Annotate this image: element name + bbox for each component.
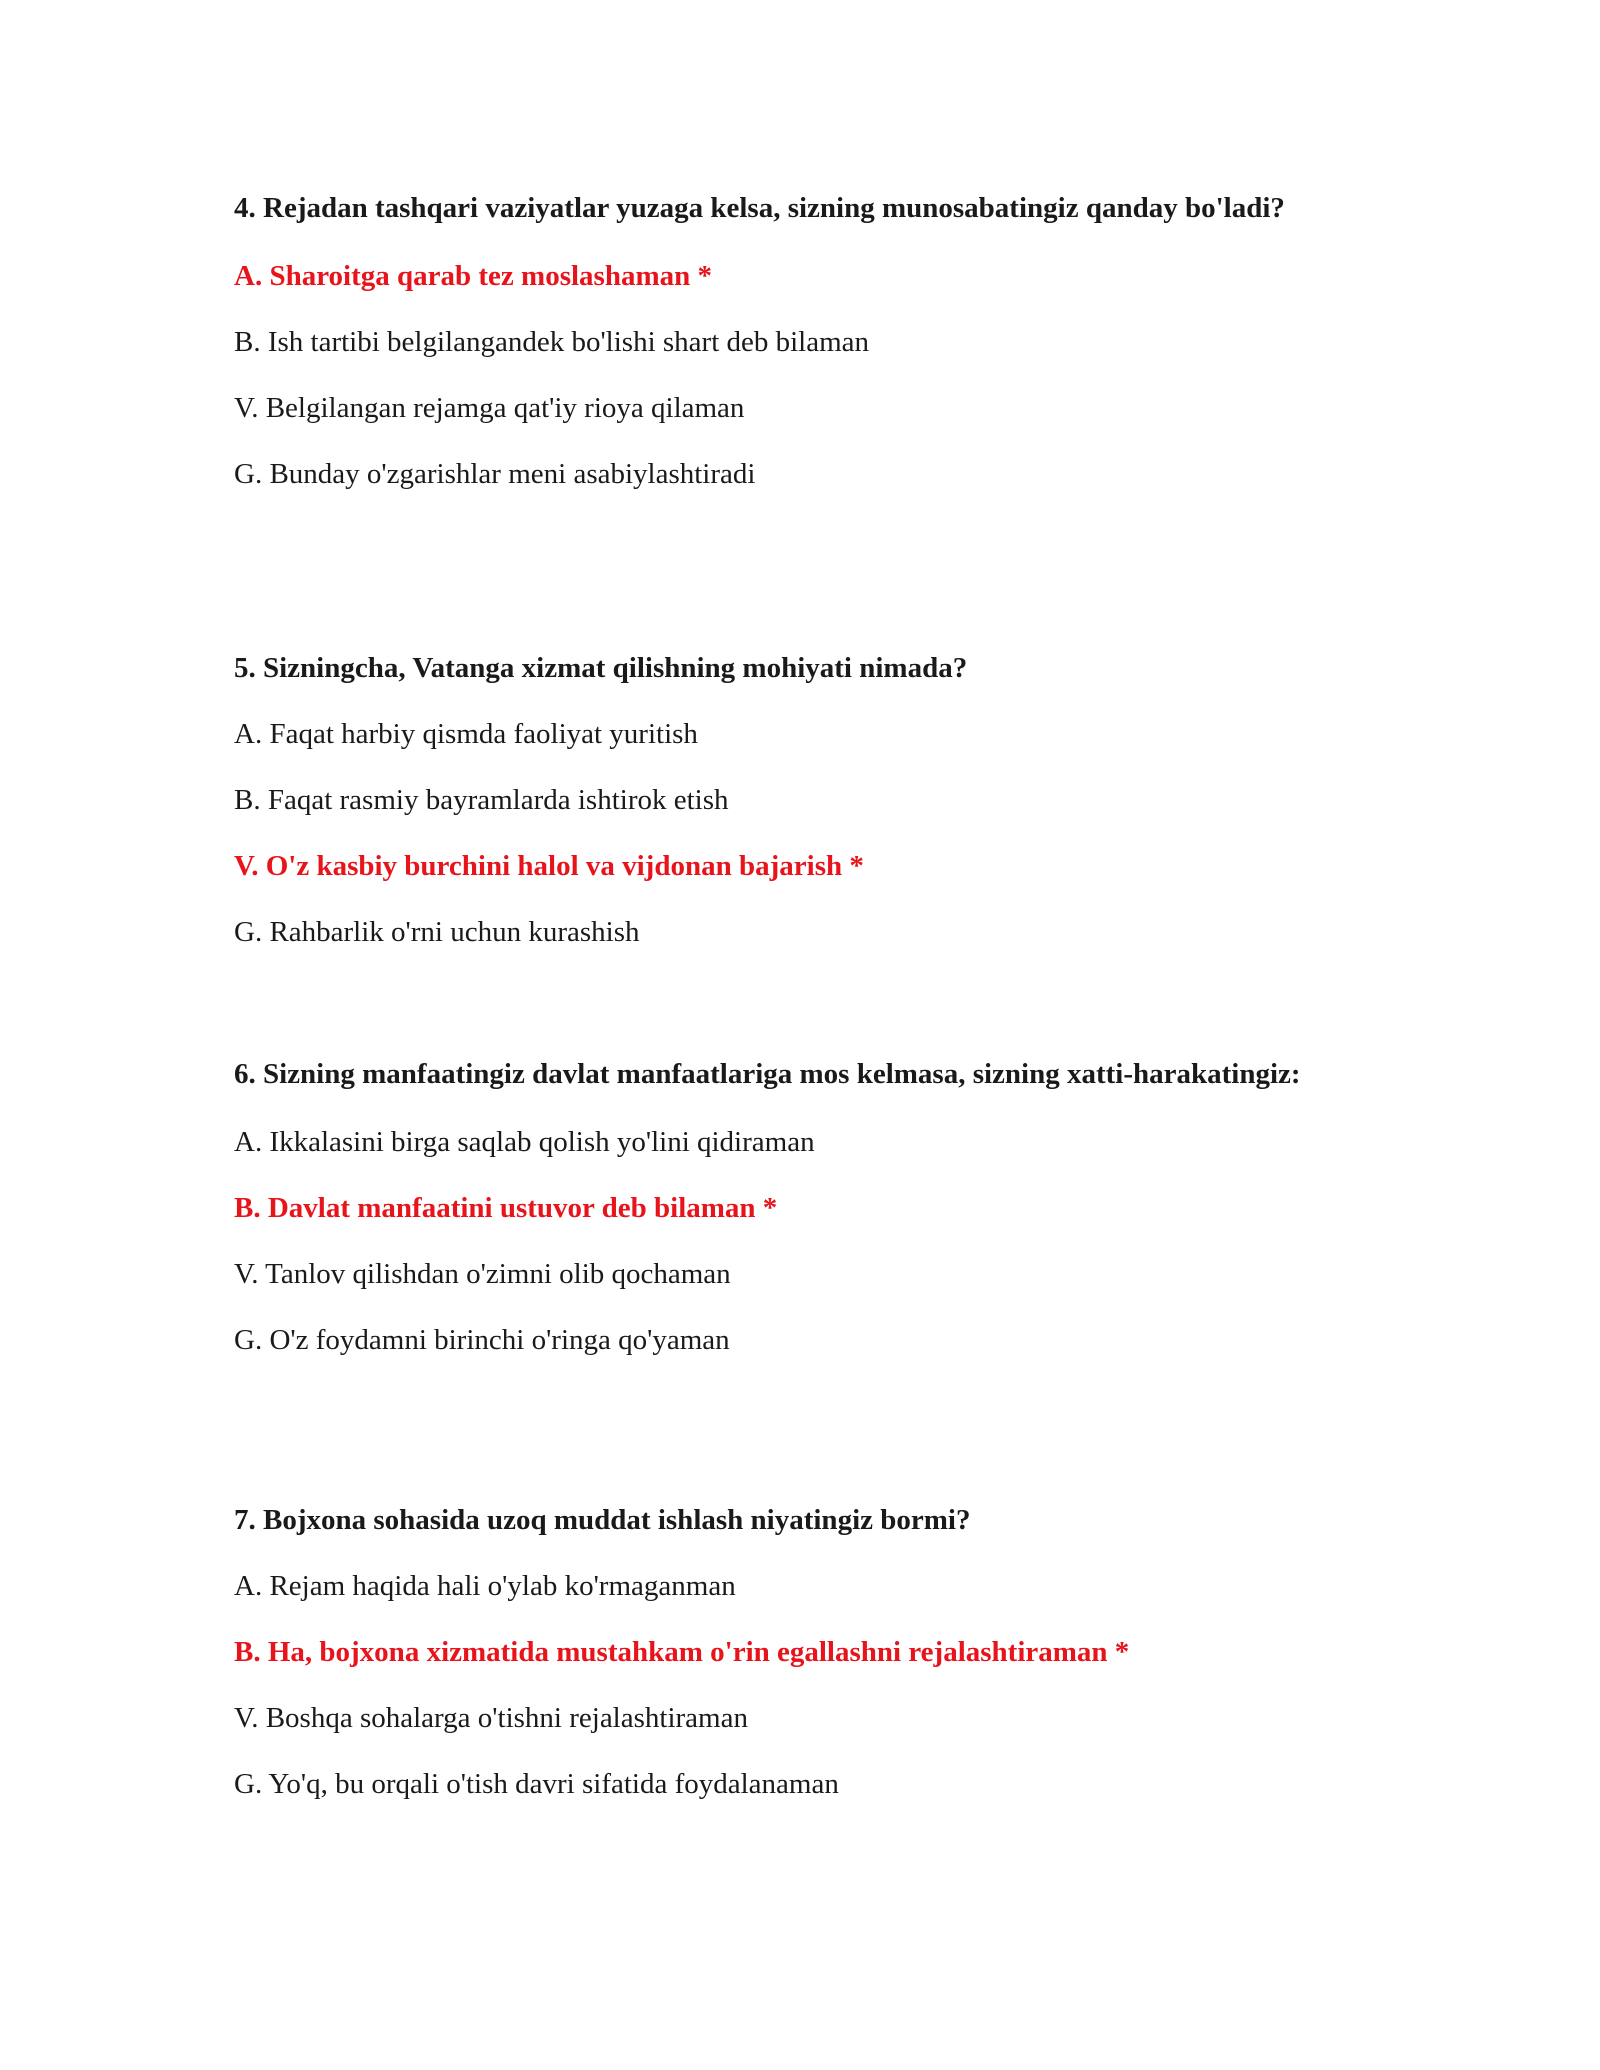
option: B. Faqat rasmiy bayramlarda ishtirok etish (234, 784, 729, 816)
question-text: 6. Sizning manfaatingiz davlat manfaatlariga mos kelmasa, sizning xatti-harakatingiz: (234, 1058, 1301, 1090)
option: G. Bunday o'zgarishlar meni asabiylashtiradi (234, 458, 756, 490)
option: V. Boshqa sohalarga o'tishni rejalashtiraman (234, 1702, 748, 1734)
document-page (234, 188, 1354, 1804)
option: V. Belgilangan rejamga qat'iy rioya qilaman (234, 392, 745, 424)
question-5 (234, 648, 1354, 1054)
option: V. Tanlov qilishdan o'zimni olib qochaman (234, 1258, 731, 1290)
option-correct: B. Davlat manfaatini ustuvor deb bilaman * (234, 1192, 778, 1224)
question-4 (234, 188, 1354, 648)
question-text: 4. Rejadan tashqari vaziyatlar yuzaga kelsa, sizning munosabatingiz qanday bo'ladi? (234, 192, 1285, 224)
question-7 (234, 1500, 1354, 1804)
option: G. Rahbarlik o'rni uchun kurashish (234, 916, 640, 948)
option-correct: B. Ha, bojxona xizmatida mustahkam o'rin egallashni rejalashtiraman * (234, 1636, 1130, 1668)
option: A. Rejam haqida hali o'ylab ko'rmaganman (234, 1570, 736, 1602)
question-text: 5. Sizningcha, Vatanga xizmat qilishning mohiyati nimada? (234, 652, 968, 684)
option: G. Yo'q, bu orqali o'tish davri sifatida foydalanaman (234, 1768, 839, 1800)
question-text: 7. Bojxona sohasida uzoq muddat ishlash niyatingiz bormi? (234, 1504, 971, 1536)
option-correct: V. O'z kasbiy burchini halol va vijdonan bajarish * (234, 850, 864, 882)
option: G. O'z foydamni birinchi o'ringa qo'yaman (234, 1324, 730, 1356)
option: B. Ish tartibi belgilangandek bo'lishi shart deb bilaman (234, 326, 870, 358)
option: A. Ikkalasini birga saqlab qolish yo'lini qidiraman (234, 1126, 815, 1158)
question-6 (234, 1054, 1354, 1500)
option: A. Faqat harbiy qismda faoliyat yuritish (234, 718, 698, 750)
option-correct: A. Sharoitga qarab tez moslashaman * (234, 260, 712, 292)
